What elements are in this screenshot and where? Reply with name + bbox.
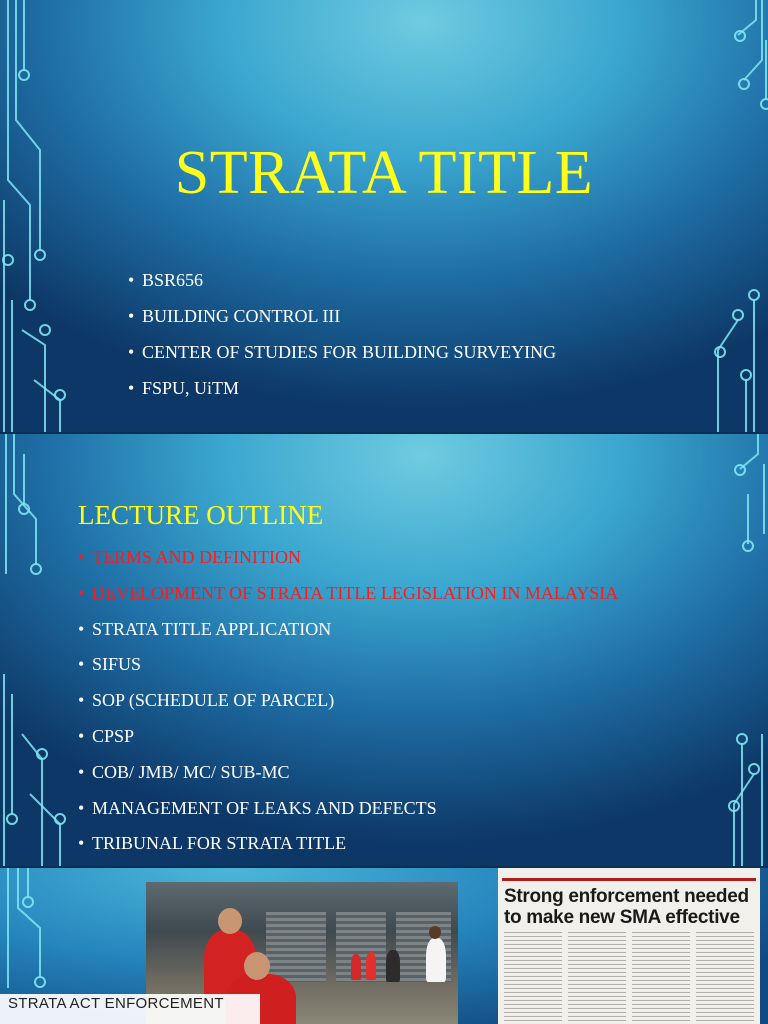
outline-slide [0, 434, 768, 866]
outline-item: • TRIBUNAL FOR STRATA TITLE [78, 826, 618, 862]
outline-list [78, 540, 618, 862]
bullet-course-name: • BUILDING CONTROL III [128, 298, 556, 334]
outline-item: • STRATA TITLE APPLICATION [78, 612, 618, 648]
slide-title: STRATA TITLE [174, 139, 594, 207]
outline-item: • SIFUS [78, 647, 618, 683]
enforcement-slide [0, 868, 768, 1024]
circuit-decoration-left [0, 434, 90, 866]
caption-bar [0, 994, 260, 1024]
newspaper-body-text [504, 932, 754, 1024]
circuit-decoration-right [698, 434, 768, 866]
bullet-course-code: • BSR656 [128, 262, 556, 298]
caption-title: STRATA ACT ENFORCEMENT [8, 995, 224, 1012]
bullet-department: • CENTER OF STUDIES FOR BUILDING SURVEYING [128, 334, 556, 370]
bullet-faculty: • FSPU, UiTM [128, 370, 556, 406]
outline-item: • SOP (SCHEDULE OF PARCEL) [78, 683, 618, 719]
title-slide [0, 0, 768, 432]
outline-item: • CPSP [78, 719, 618, 755]
circuit-decoration-left [0, 0, 90, 432]
slide-title: LECTURE OUTLINE [78, 500, 324, 530]
newspaper-clipping [498, 868, 760, 1024]
circuit-decoration-right [698, 0, 768, 432]
outline-item: • COB/ JMB/ MC/ SUB-MC [78, 755, 618, 791]
course-info-list [128, 262, 556, 406]
newspaper-rule [502, 878, 756, 881]
outline-item: • DEVELOPMENT OF STRATA TITLE LEGISLATION IN MALAYSIA [78, 576, 618, 612]
outline-item: • MANAGEMENT OF LEAKS AND DEFECTS [78, 791, 618, 827]
outline-item: • TERMS AND DEFINITION [78, 540, 618, 576]
newspaper-headline: Strong enforcement needed to make new SMA effective [504, 886, 749, 928]
